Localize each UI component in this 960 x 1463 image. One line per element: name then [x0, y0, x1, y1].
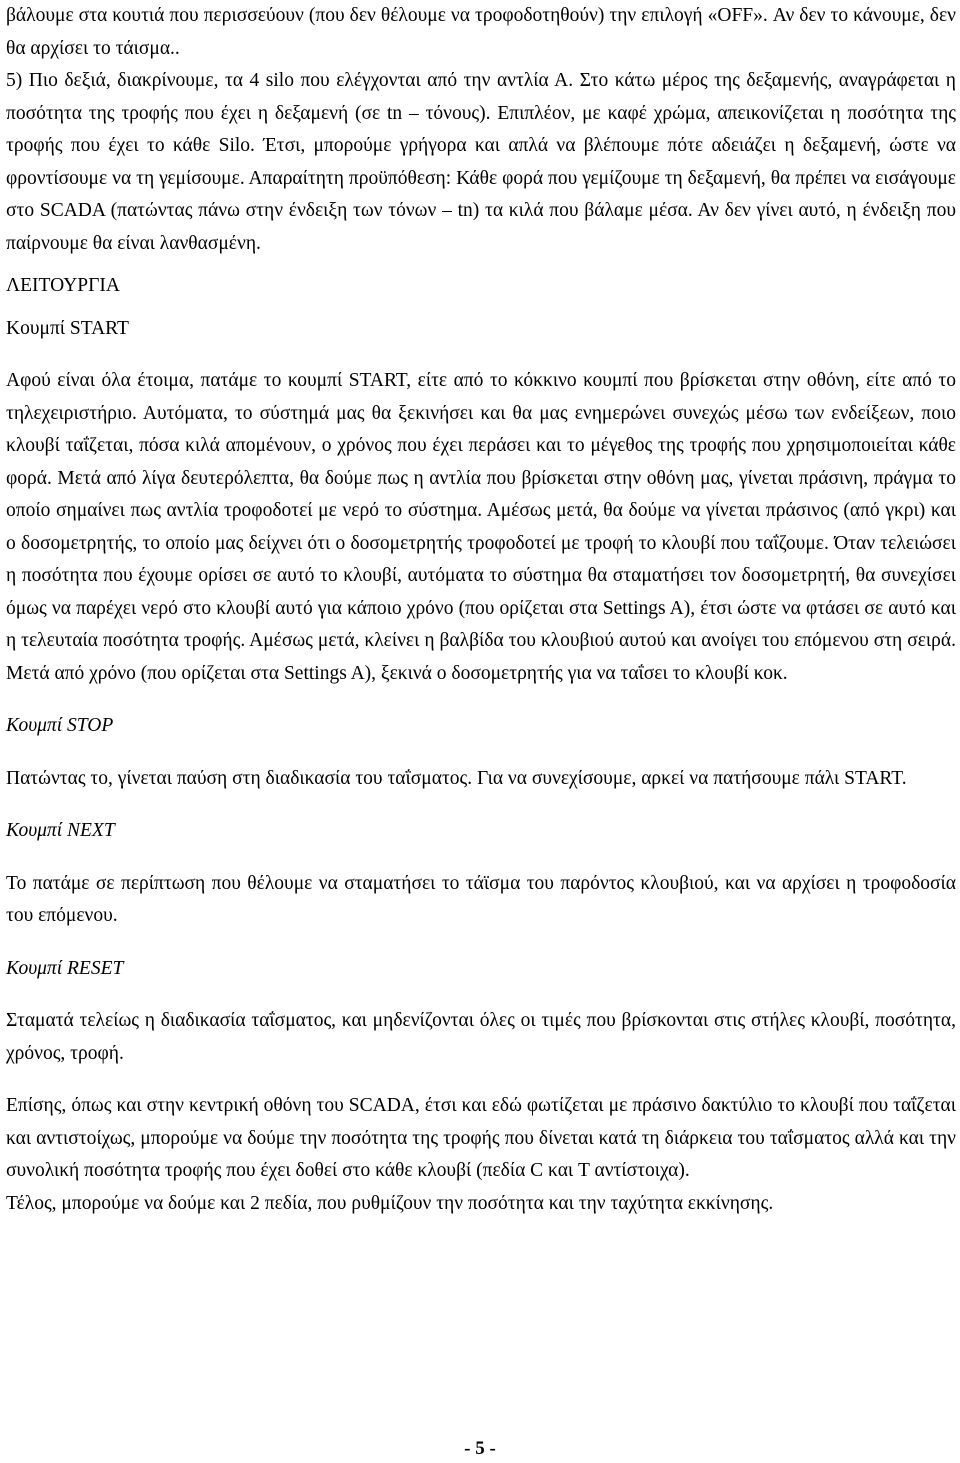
closing-paragraph-1: Επίσης, όπως και στην κεντρική οθόνη του SCADA, έτσι και εδώ φωτίζεται με πράσινο δακτύλιο το κλουβί που ταΐζεται και αντιστοίχως, μπορούμε να δούμε την ποσότητα της τροφής που δίνεται κατά τη διάρκεια του ταΐσματος αλλά και την συνολική ποσότητα τροφής που έχει δοθεί στο κάθε κλουβί (πεδία C και T αντίστοιχα). [6, 1095, 956, 1181]
next-heading: Κουμπί NEXT [6, 820, 115, 841]
reset-heading: Κουμπί RESET [6, 957, 124, 979]
start-text: Αφού είναι όλα έτοιμα, πατάμε το κουμπί START, είτε από το κόκκινο κουμπί που βρίσκεται στην οθόνη, είτε από το τηλεχειριστήριο. Αυτόματα, το σύστημά μας θα ξεκινήσει και θα μας ενημερώνει συνεχώς μέσω των ενδείξεων, ποιο κλουβί ταΐζεται, πόσα κιλά απομένουν, ο χρόνος που έχει περάσει και το μέγεθος της τροφής που χρησιμοποιείται κάθε φορά. Μετά από λίγα δευτερόλεπτα, θα δούμε πως η αντλία που βρίσκεται στην οθόνη μας, γίνεται πράσινη, πράγμα το οποίο σημαίνει πως αντλία τροφοδοτεί με νερό το σύστημα. Αμέσως μετά, θα δούμε να γίνεται πράσινος (από γκρι) και ο δοσομετρητής, το οποίο μας δείχνει ότι ο δοσομετρητής τροφοδοτεί με τροφή το κλουβί που ταΐζουμε. Όταν τελειώσει η ποσότητα που έχουμε ορίσει σε αυτό το κλουβί, αυτόματα το σύστημα θα σταματήσει τον δοσομετρητή, θα συνεχίσει όμως να παρέχει νερό στο κλουβί αυτό για κάποιο χρόνο (που ορίζεται στα Settings A), έτσι ώστε να φτάσει σε αυτό και η τελευταία ποσότητα τροφής. Αμέσως μετά, κλείνει η βαλβίδα του κλουβιού αυτού και ανοίγει του επόμενου στη σειρά. Μετά από χρόνο (που ορίζεται στα Settings A), ξεκινά ο δοσομετρητής για να ταΐσει το κλουβί κοκ. [6, 370, 956, 684]
start-heading: Κουμπί START [6, 317, 129, 339]
closing-paragraph-2: Τέλος, μπορούμε να δούμε και 2 πεδία, που ρυθμίζουν την ποσότητα και την ταχύτητα εκκίνησης. [6, 1192, 774, 1214]
next-text: Το πατάμε σε περίπτωση που θέλουμε να σταματήσει το τάϊσμα του παρόντος κλουβιού, και να αρχίσει η τροφοδοσία του επόμενου. [6, 872, 956, 926]
page-number: - 5 - [464, 1438, 496, 1459]
reset-text: Σταματά τελείως η διαδικασία ταΐσματος, και μηδενίζονται όλες οι τιμές που βρίσκονται στις στήλες κλουβί, ποσότητα, χρόνος, τροφή. [6, 1010, 956, 1064]
section-title: ΛΕΙΤΟΥΡΓΙΑ [6, 275, 120, 296]
stop-heading: Κουμπί STOP [6, 715, 114, 736]
stop-text: Πατώντας το, γίνεται παύση στη διαδικασία του ταΐσματος. Για να συνεχίσουμε, αρκεί να πατήσουμε πάλι START. [6, 767, 907, 789]
document-page [6, 0, 956, 1220]
intro-paragraph-2: 5) Πιο δεξιά, διακρίνουμε, τα 4 silo που ελέγχονται από την αντλία Α. Στο κάτω μέρος της δεξαμενής, αναγράφεται η ποσότητα της τροφής που έχει η δεξαμενή (σε tn – τόνους). Επιπλέον, με καφέ χρώμα, απεικονίζεται η ποσότητα της τροφής που έχει το κάθε Silo. Έτσι, μπορούμε γρήγορα και απλά να βλέπουμε πότε αδειάζει η δεξαμενή, ώστε να φροντίσουμε να τη γεμίσουμε. Απαραίτητη προϋπόθεση: Κάθε φορά που γεμίζουμε τη δεξαμενή, θα πρέπει να εισάγουμε στο SCADA (πατώντας πάνω στην ένδειξη των τόνων – tn) τα κιλά που βάλαμε μέσα. Αν δεν γίνει αυτό, η ένδειξη που παίρνουμε θα είναι λανθασμένη. [6, 70, 956, 254]
intro-paragraph-1: βάλουμε στα κουτιά που περισσεύουν (που δεν θέλουμε να τροφοδοτηθούν) την επιλογή «OFF». Αν δεν το κάνουμε, δεν θα αρχίσει το τάισμα.. [6, 5, 956, 59]
